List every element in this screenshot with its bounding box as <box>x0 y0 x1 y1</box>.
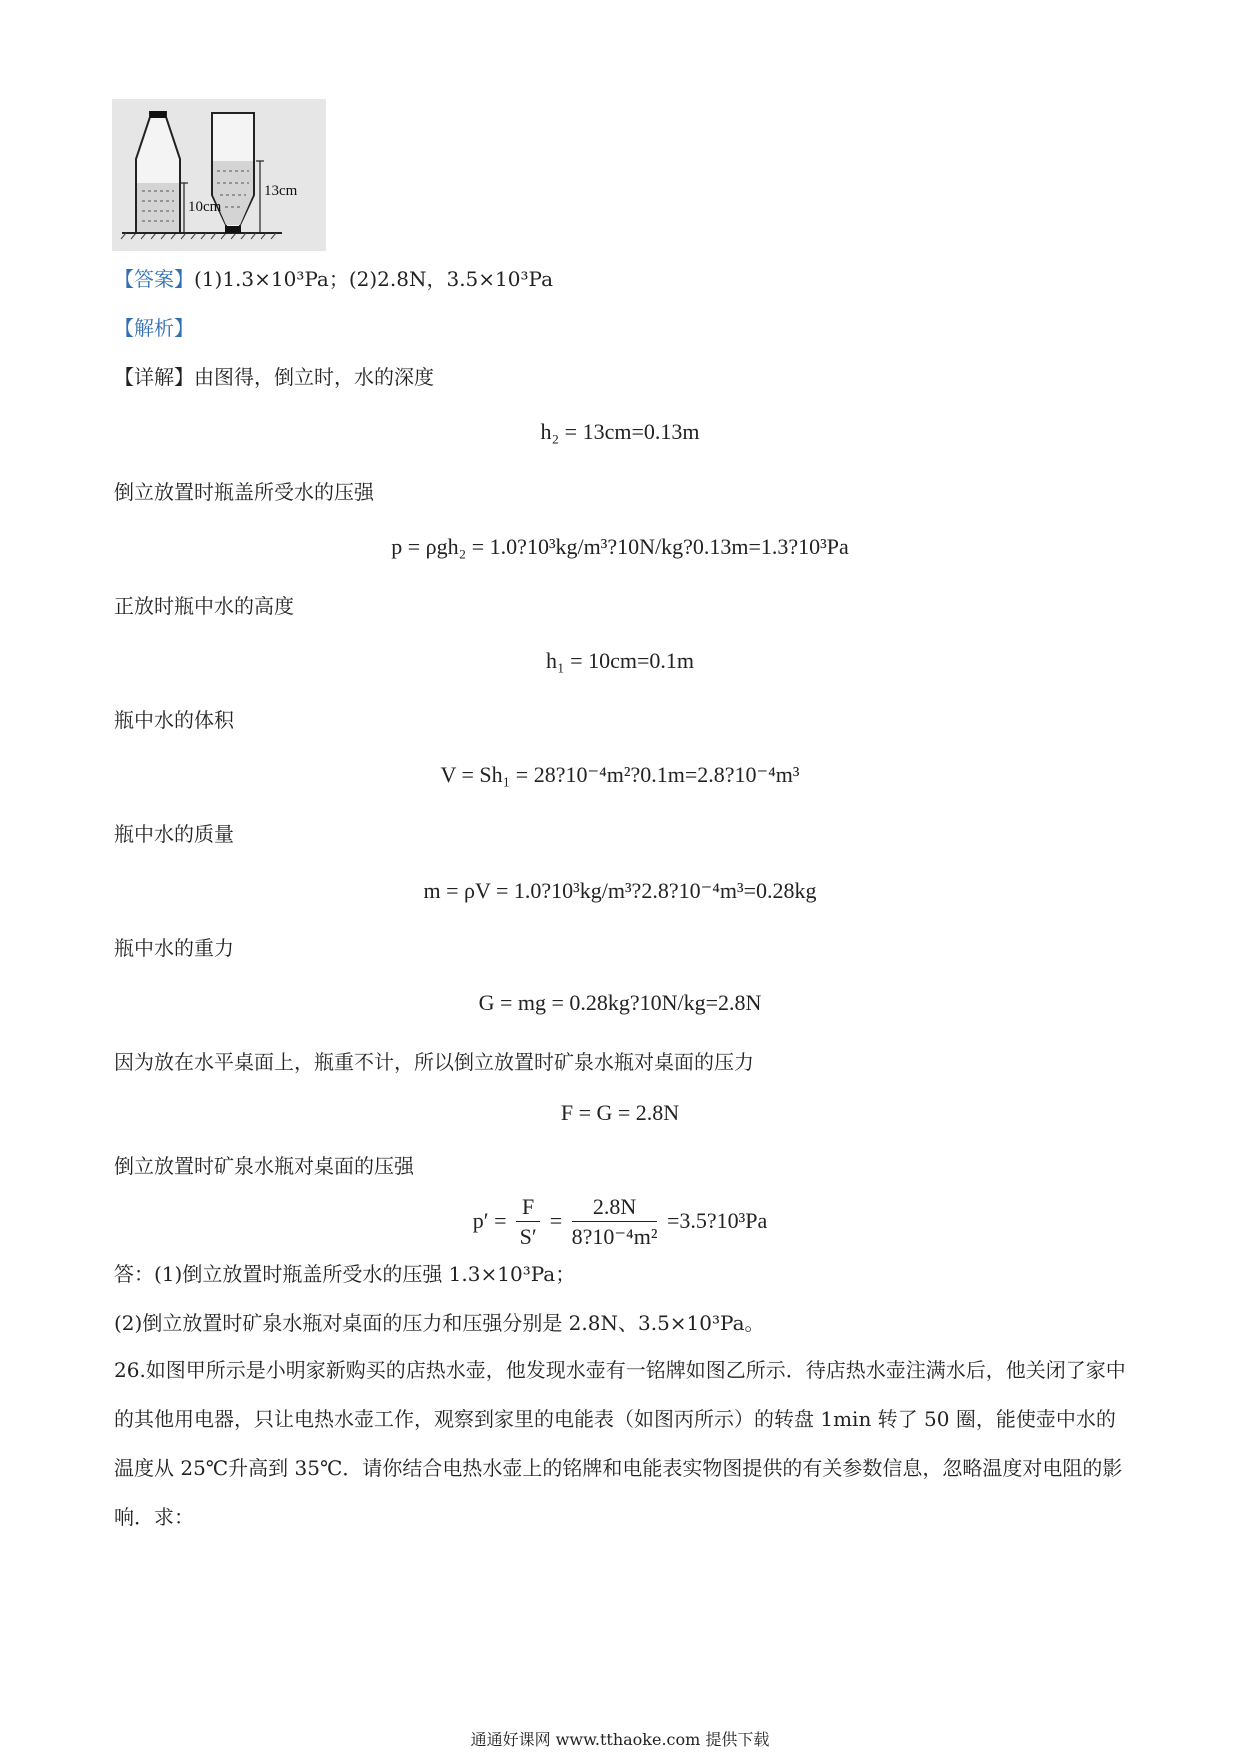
detail-tag: 【详解】 <box>114 365 194 389</box>
equation-mass: m = ρV = 1.0?10³kg/m³?2.8?10⁻⁴m³=0.28kg <box>423 878 817 903</box>
equation-h1: h₁ = 10cm=0.1m <box>546 648 694 673</box>
analysis-line <box>114 314 194 342</box>
left-height-label: 10cm <box>188 199 222 215</box>
bottle-figure <box>112 99 326 251</box>
right-height-label: 13cm <box>264 183 298 199</box>
answer-tag: 【答案】 <box>114 267 194 291</box>
eq8-left: p′ = <box>472 1208 507 1233</box>
page-footer: 通通好课网 www.tthaoke.com 提供下载 <box>470 1730 770 1749</box>
text-line-1: 倒立放置时瓶盖所受水的压强 <box>114 480 374 504</box>
fraction-denominator-value: 8?10⁻⁴m² <box>571 1224 658 1250</box>
eq8-equals: = <box>549 1208 563 1233</box>
text-line-6: 因为放在水平桌面上，瓶重不计，所以倒立放置时矿泉水瓶对桌面的压力 <box>114 1050 754 1074</box>
analysis-tag: 【解析】 <box>114 316 194 340</box>
answer-line <box>114 265 553 293</box>
equation-pressure: p = ρgh₂ = 1.0?10³kg/m³?10N/kg?0.13m=1.3?10³Pa <box>391 534 849 559</box>
text-line-2: 正放时瓶中水的高度 <box>114 594 294 618</box>
answer-conclusion-1: 答：(1)倒立放置时瓶盖所受水的压强 1.3×10³Pa； <box>114 1262 576 1286</box>
equation-final-pressure <box>0 1190 1240 1252</box>
text-line-7: 倒立放置时矿泉水瓶对桌面的压强 <box>114 1154 414 1178</box>
detail-text: 由图得，倒立时，水的深度 <box>194 365 434 389</box>
equation-volume: V = Sh₁ = 28?10⁻⁴m²?0.1m=2.8?10⁻⁴m³ <box>440 762 800 787</box>
text-line-4: 瓶中水的质量 <box>114 822 234 846</box>
fraction-f-over-s <box>516 1193 540 1252</box>
fraction-denominator: S′ <box>519 1224 537 1250</box>
equation-force: F = G = 2.8N <box>560 1100 680 1125</box>
answer-text: (1)1.3×10³Pa；(2)2.8N，3.5×10³Pa <box>194 267 553 291</box>
text-line-5: 瓶中水的重力 <box>114 936 234 960</box>
fraction-numerator-value: 2.8N <box>572 1193 658 1222</box>
equation-h2: h₂ = 13cm=0.13m <box>540 419 700 444</box>
fraction-values <box>572 1193 658 1252</box>
question-26: 26.如图甲所示是小明家新购买的店热水壶，他发现水壶有一铭牌如图乙所示．待店热水壶注满水后，他关闭了家中的其他用电器，只让电热水壶工作，观察到家里的电能表（如图丙所示）的转盘 1min 转了 50 圈，能使壶中水的温度从 25℃升高到 35℃．请你结合电热水壶上的铭牌和电能表实物图提供的有关参数信息，忽略温度对电阻的影响．求： <box>114 1358 1126 1529</box>
text-line-3: 瓶中水的体积 <box>114 708 234 732</box>
eq8-right: =3.5?10³Pa <box>666 1208 768 1233</box>
fraction-numerator: F <box>516 1193 540 1222</box>
detail-line <box>114 363 434 391</box>
answer-conclusion-2: (2)倒立放置时矿泉水瓶对桌面的压力和压强分别是 2.8N、3.5×10³Pa。 <box>114 1311 765 1335</box>
equation-gravity: G = mg = 0.28kg?10N/kg=2.8N <box>478 990 762 1015</box>
